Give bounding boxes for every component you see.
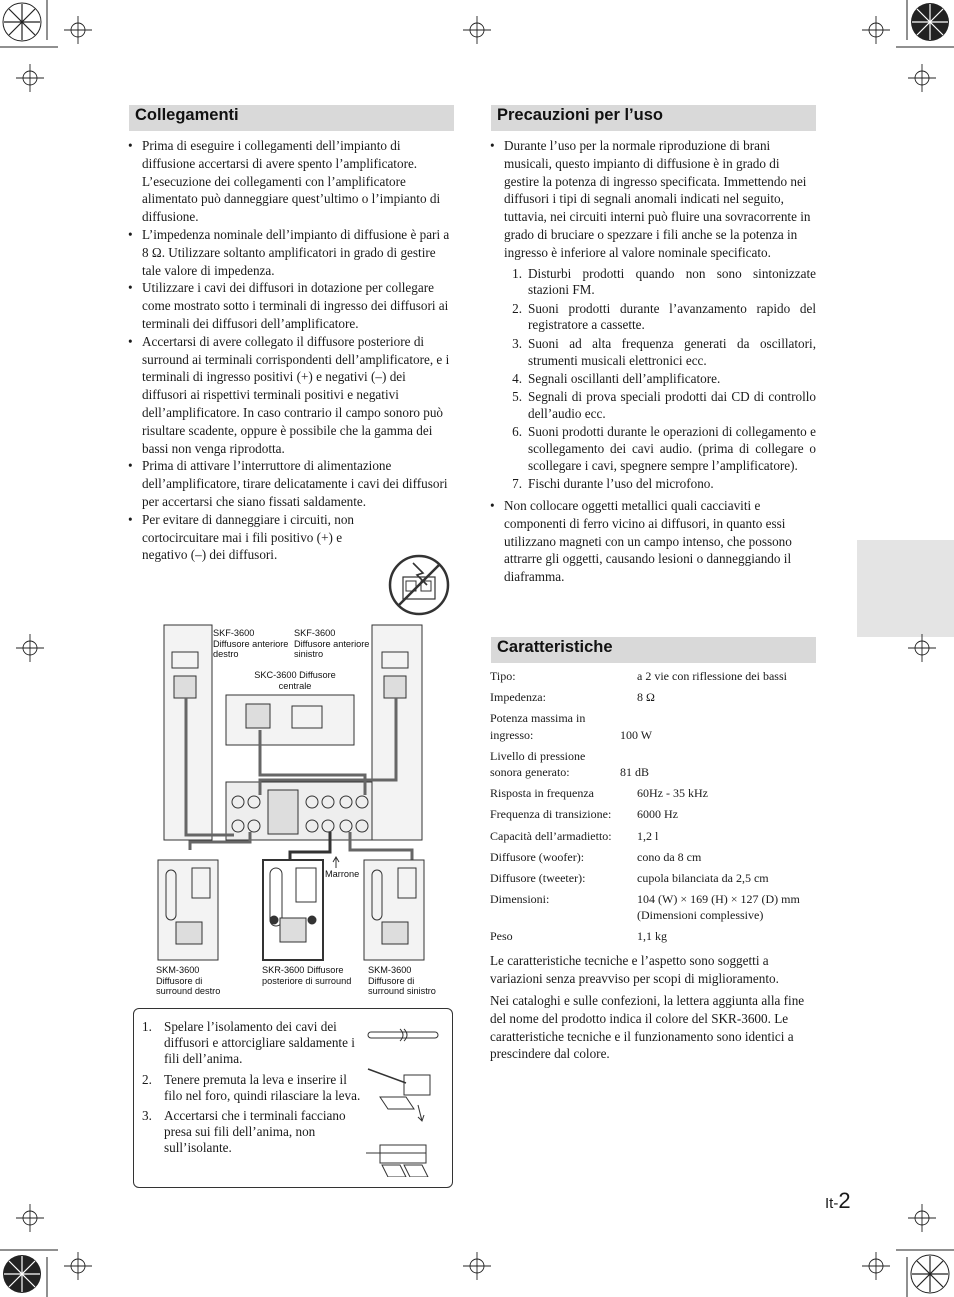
- list-item: 1. Disturbi prodotti quando non sono sintonizzate stazioni FM.: [512, 265, 816, 298]
- list-item: 4. Segnali oscillanti dell’amplificatore.: [512, 370, 721, 386]
- precauzioni-intro: Durante l’uso per la normale riproduzione di brani musicali, questo impianto di diffusione è in grado di gestire la potenza di ingresso specificata. Immettendo nei diffusori i tipi di segnali anomali indicati nel seguito, tuttavia, nei circuiti interni può fluire una sovracorrente in grado di bruciare o spezzare i fili anche se la potenza in ingresso è inferiore al valore nominale specificato.: [504, 138, 811, 260]
- spec-row: Diffusore (tweeter): cupola bilanciata da 2,5 cm: [490, 870, 769, 885]
- list-item: [490, 137, 816, 493]
- page-number: It-2: [825, 1188, 851, 1213]
- collegamenti-list: [128, 137, 453, 564]
- spec-note-1: Le caratteristiche tecniche e l’aspetto sono soggetti a variazioni senza preavviso per scopi di miglioramento.: [490, 953, 779, 986]
- list-item: 3. Suoni ad alta frequenza generati da oscillatori, strumenti musicali elettronici ecc.: [512, 335, 816, 368]
- label-skm-right: SKM-3600 Diffusore di surround destro: [156, 965, 221, 997]
- spec-row: Dimensioni: 104 (W) × 169 (H) × 127 (D) mm (Dimensioni complessive): [490, 891, 800, 923]
- list-item: 5. Segnali di prova speciali prodotti dai CD di controllo dell’audio ecc.: [512, 389, 816, 421]
- label-marrone: Marrone: [325, 869, 360, 879]
- spec-table: [490, 668, 820, 950]
- spec-row: Livello di pressione sonora generato: 81 dB: [490, 748, 650, 780]
- spec-row: Risposta in frequenza 60Hz - 35 kHz: [490, 786, 708, 801]
- caratteristiche-heading: Caratteristiche: [491, 637, 816, 663]
- list-item: 2. Suoni prodotti durante l’avanzamento rapido del registratore a cassette.: [512, 300, 816, 333]
- precauzioni-list: [490, 137, 816, 586]
- list-item: • Prima di eseguire i collegamenti dell’impianto di diffusione accertarsi di avere spento l’amplificatore. L’esecuzione dei collegamenti con l’amplificatore alimentato può danneggiare quest’ultimo o l’impianto di diffusione.: [128, 137, 453, 226]
- no-short-circuit-icon: [387, 553, 451, 617]
- precauzioni-heading: Precauzioni per l’uso: [491, 105, 816, 131]
- list-item: 6. Suoni prodotti durante le operazioni di collegamento e scollegamento dei cavi audio. (prima di collegare o scollegare i cavi, spegnere sempre l’amplificatore).: [512, 424, 816, 473]
- label-skr: SKR-3600 Diffusore posteriore di surround: [262, 965, 352, 986]
- list-item: 3. Accertarsi che i terminali facciano presa sui fili dell’anima, non sull’isolante.: [142, 1108, 346, 1156]
- spec-row: Frequenza di transizione: 6000 Hz: [490, 807, 678, 822]
- list-item: • L’impedenza nominale dell’impianto di diffusione è pari a 8 Ω. Utilizzare soltanto amplificatori in grado di gestire tale valore di impedenza.: [128, 226, 453, 279]
- spec-row: Peso 1,1 kg: [490, 929, 667, 944]
- language-tab: [857, 540, 954, 637]
- label-skc: SKC-3600 Diffusore centrale: [254, 670, 336, 691]
- label-skm-left: SKM-3600 Diffusore di surround sinistro: [368, 965, 436, 997]
- list-item: 1. Spelare l’isolamento dei cavi dei diffusori e attorcigliare saldamente i fili dell’anima.: [142, 1019, 355, 1067]
- wire-steps-illustrations: [366, 1017, 446, 1177]
- collegamenti-heading: Collegamenti: [129, 105, 454, 131]
- spec-row: Impedenza: 8 Ω: [490, 690, 655, 705]
- list-item: 7. Fischi durante l’uso del microfono.: [512, 476, 714, 492]
- spec-row: Potenza massima in ingresso: 100 W: [490, 711, 653, 742]
- label-skf-left: SKF-3600 Diffusore anteriore sinistro: [294, 628, 370, 660]
- list-item: 2. Tenere premuta la leva e inserire il filo nel foro, quindi rilasciare la leva.: [142, 1071, 361, 1103]
- list-item: • Per evitare di danneggiare i circuiti, non cortocircuitare mai i fili positivo (+) e negativo (–) dei diffusori.: [128, 511, 358, 564]
- wire-steps-list: [142, 1019, 362, 1161]
- list-item: • Accertarsi di avere collegato il diffusore posteriore di surround ai terminali corrispondenti dell’amplificatore, e i terminali di ingresso positivi (+) e negativi (–) dei diffusori ai rispettivi terminali positivi e negativi dell’amplificatore. In caso contrario il campo sonoro può risultare scadente, oppure è possibile che la gamma dei bassi non venga riprodotta.: [128, 333, 453, 458]
- spec-row: Capacità dell’armadietto: 1,2 l: [490, 828, 659, 843]
- wiring-diagram: [150, 620, 450, 1005]
- anomalous-signals-list: [504, 266, 816, 493]
- spec-row: Diffusore (woofer): cono da 8 cm: [490, 849, 702, 864]
- spec-row: Tipo: a 2 vie con riflessione dei bassi: [490, 669, 787, 683]
- list-item: • Prima di attivare l’interruttore di alimentazione dell’amplificatore, tirare delicatamente i cavi dei diffusori per accertarsi che siano fissati saldamente.: [128, 457, 453, 510]
- label-skf-right: SKF-3600 Diffusore anteriore destro: [213, 628, 289, 660]
- list-item: • Utilizzare i cavi dei diffusori in dotazione per collegare come mostrato sotto i terminali di ingresso dei diffusori ai terminali dei diffusori dell’amplificatore.: [128, 279, 453, 332]
- list-item: • Non collocare oggetti metallici quali cacciaviti e componenti di ferro vicino ai diffusori, in quanto essi utilizzano magneti con un campo intenso, che possono attrarre gli oggetti, causando lesioni o danneggiando il diaframma.: [490, 497, 816, 586]
- spec-note-2: Nei cataloghi e sulle confezioni, la lettera aggiunta alla fine del nome del prodotto indica il colore del SKR-3600. Le caratteristiche tecniche e il funzionamento sono identici a prescindere dal colore.: [490, 993, 805, 1062]
- wire-steps-box: [133, 1008, 453, 1188]
